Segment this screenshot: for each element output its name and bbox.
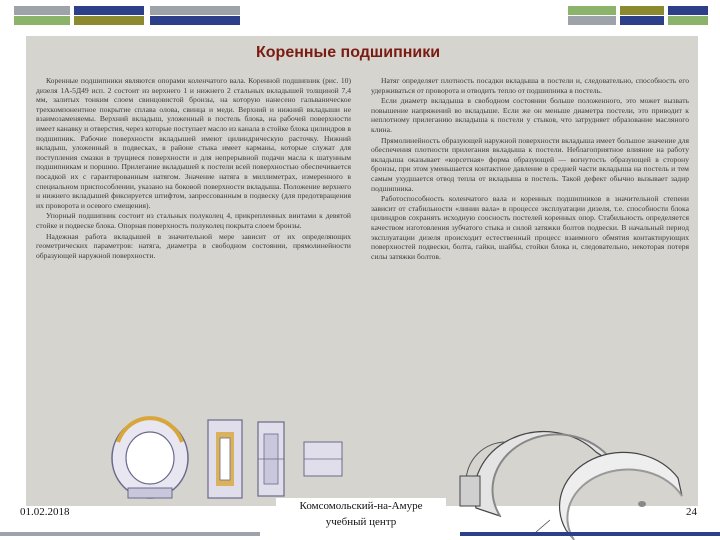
footer-org-line: учебный центр [325,516,397,528]
paragraph: Упорный подшипник состоит из стальных полуколец 4, прикрепленных винтами к девятой стойке и подвеске блока. Опорная поверхность полуколец покрыта слоем бронзы. [36,211,351,230]
stripe-block [620,16,664,25]
paragraph: Если диаметр вкладыша в свободном состоянии больше положенного, это может вызвать повышение напряжений во вкладыше. Если же он меньше диаметра постели, это приводит к неплотному прилеганию вкладыша к постели у стыков, что затрудняет образование масляного клина. [371,96,689,134]
stripe-block [150,6,240,15]
paragraph: Прямолинейность образующей наружной поверхности вкладыша имеет большое значение для обеспечения плотности прилегания вкладыша к постели. Неблагоприятное влияние на работу вкладыша оказывает «корсетная» форма образующей — вогнутость образующей в сторону бронзы, при этом уменьшается контактное давление в средней части вкладыша на постель и тем самым ухудшается отвод тепла от вкладыша в постель. Такой дефект обычно вызывает задир подшипника. [371,135,689,193]
bearing-assembly-drawing [108,412,348,504]
footer-date: 01.02.2018 [20,506,70,518]
page-title: Коренные подшипники [256,44,441,61]
left-text-column [36,76,351,261]
bearing-shell-drawing [446,412,686,540]
stripe-block [14,6,70,15]
paragraph: Работоспособность коленчатого вала и коренных подшипников в значительной степени зависит от стабильности «линии вала» в процессе эксплуатации дизеля, т.е. способности блока цилиндров сохранять исходную соосность постелей коренных опор. Стабильность определяется качеством изготовления зубчатого стыка и силой затяжки болтов подвески. В начальный период эксплуатации дизеля происходит естественный процесс взаимного обмятия контактирующих поверхностей подвески, болта, гайки, шайбы, стойки блока и, следовательно, некоторая потеря силы затяжки болтов. [371,194,689,261]
right-text-column [371,76,689,262]
stripe-block [150,16,240,25]
paragraph: Надежная работа вкладышей в значительной мере зависит от их определяющих геометрических параметров: натяга, диаметра в свободном состоянии, прямолинейности образующей наружной поверхности. [36,231,351,260]
stripe-block [14,16,70,25]
stripe-block [568,16,616,25]
stripe-block [620,6,664,15]
paragraph: Коренные подшипники являются опорами коленчатого вала. Коренной подшипник (рис. 10) дизеля 1А-5Д49 исп. 2 состоит из верхнего 1 и нижнего 2 стальных вкладышей толщиной 7,4 мм, залитых тонким слоем свинцовистой бронзы, на которую нанесено гальваническое трехкомпонентное покрытие сплава олова, свинца и меди. Верхний и нижний вкладыши не взаимозаменяемы. Верхний вкладыш, уложенный в постель блока, на рабочей поверхности имеет канавку и отверстия, через которые поступает масло из канала в стойке блока цилиндров в подшипник. Рабочие поверхности вкладышей имеют цилиндрическую расточку. Нижний вкладыш, уложенный в подвесках, в районе стыка имеет карманы, которые служат для поступления смазки в трущиеся поверхности и для непрерывной подачи масла к шатунным подшипникам и поршню. Прилегание вкладышей к постели всей поверхностью обеспечивается посадкой их с гарантированным натягом. Значение натяга в миллиметрах, измеренного в специальном приспособлении, указано на боковой поверхности вкладыша. Положение верхнего и нижнего вкладышей фиксируется штифтом, запрессованным в подвеску (для предотвращения их проворота и осевого смещения). [36,76,351,210]
footer-stripe [0,532,720,536]
stripe-block [74,16,144,25]
stripe-block [668,6,708,15]
page-number: 24 [686,506,697,518]
stripe-block [568,6,616,15]
header-stripes [0,4,720,26]
footer-org-line: Комсомольский-на-Амуре [299,500,423,512]
stripe-block [668,16,708,25]
stripe-block [460,532,720,536]
scanned-page [26,36,698,506]
stripe-block [74,6,144,15]
footer-organization [276,498,446,530]
paragraph: Натяг определяет плотность посадки вкладыша в постели и, следовательно, способность его удерживаться от проворота и отводить тепло от подшипника в постель. [371,76,689,95]
stripe-block [0,532,260,536]
